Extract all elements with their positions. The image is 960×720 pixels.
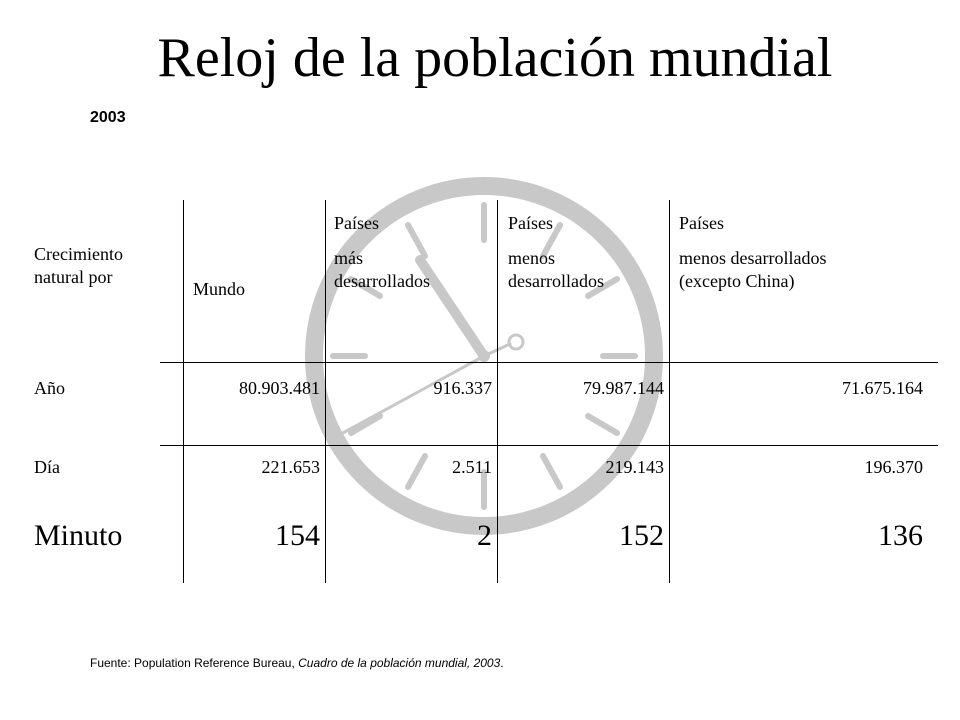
table-divider: [669, 200, 670, 583]
header-line: Países: [334, 213, 379, 233]
cell-more-developed: 916.337: [433, 378, 492, 398]
source-publication: Cuadro de la población mundial, 2003: [298, 656, 501, 670]
row-label: Año: [34, 378, 65, 398]
cell-less-developed-ex-china: 136: [878, 519, 923, 552]
header-line: Países: [508, 213, 553, 233]
row-label: Día: [34, 457, 60, 477]
cell-less-developed: 219.143: [605, 457, 664, 477]
source-prefix: Fuente: Population Reference Bureau,: [90, 656, 299, 670]
table-divider: [325, 200, 326, 583]
header-label-line: natural por: [34, 267, 113, 287]
cell-less-developed-ex-china: 71.675.164: [842, 378, 923, 398]
header-line: desarrollados: [334, 271, 430, 291]
source-suffix: .: [500, 656, 504, 670]
table-divider: [160, 445, 938, 446]
page-title: Reloj de la población mundial: [157, 27, 833, 89]
source-note: [90, 655, 504, 671]
table-divider: [183, 200, 184, 583]
table-divider: [497, 200, 498, 583]
year-label: 2003: [90, 109, 126, 126]
cell-more-developed: 2.511: [452, 457, 492, 477]
header-label-line: Crecimiento: [34, 244, 123, 264]
cell-world: 154: [275, 519, 320, 552]
header-line: menos: [508, 248, 555, 268]
header-world-text: Mundo: [193, 279, 246, 299]
cell-less-developed: 152: [619, 519, 664, 552]
header-line: (excepto China): [679, 271, 795, 291]
cell-less-developed: 79.987.144: [583, 378, 664, 398]
header-line: menos desarrollados: [679, 248, 827, 268]
header-label: [34, 243, 123, 289]
header-more-developed: [334, 212, 430, 293]
cell-less-developed-ex-china: 196.370: [864, 457, 923, 477]
table-divider: [160, 362, 938, 363]
header-line: desarrollados: [508, 271, 604, 291]
header-line: Países: [679, 213, 724, 233]
cell-more-developed: 2: [477, 519, 492, 552]
header-less-developed: [508, 212, 604, 293]
header-line: más: [334, 248, 363, 268]
row-label: Minuto: [34, 519, 123, 552]
cell-world: 80.903.481: [239, 378, 320, 398]
cell-world: 221.653: [261, 457, 320, 477]
header-world: [193, 278, 245, 301]
header-less-developed-ex-china: [679, 212, 826, 293]
